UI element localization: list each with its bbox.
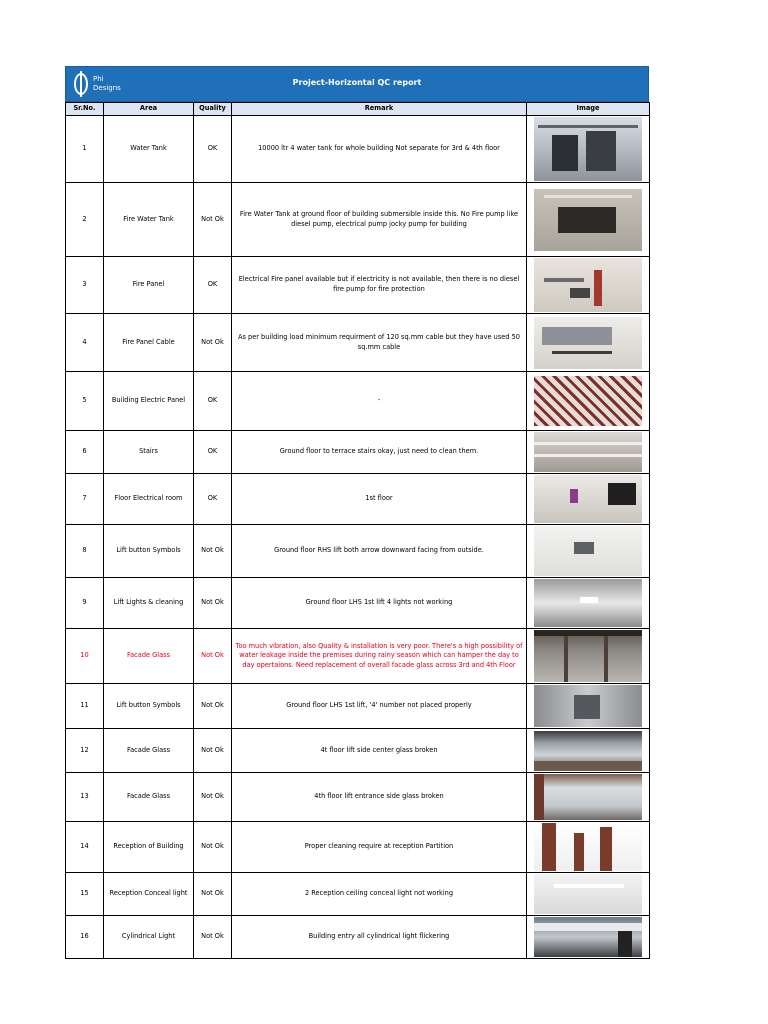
image-cell: [527, 372, 650, 431]
table-row: [66, 525, 650, 578]
area-cell: Lift button Symbols: [104, 525, 194, 578]
image-cell: [527, 873, 650, 916]
remark-cell: 10000 ltr 4 water tank for whole building Not separate for 3rd & 4th floor: [232, 116, 527, 183]
image-cell: [527, 629, 650, 684]
image-cell: [527, 183, 650, 257]
table-row: [66, 822, 650, 873]
sr-cell: 8: [66, 525, 104, 578]
remark-cell: Proper cleaning require at reception Partition: [232, 822, 527, 873]
image-cell: [527, 431, 650, 474]
quality-cell: OK: [194, 431, 232, 474]
remark-cell: Electrical Fire panel available but if electricity is not available, then there is no diesel fire pump for fire protection: [232, 257, 527, 314]
remark-cell: Ground floor LHS 1st lift 4 lights not working: [232, 578, 527, 629]
remark-cell: As per building load minimum requirment of 120 sq.mm cable but they have used 50 sq.mm cable: [232, 314, 527, 372]
area-cell: Fire Panel Cable: [104, 314, 194, 372]
fire-water-tank-photo: [534, 189, 642, 251]
quality-cell: OK: [194, 116, 232, 183]
table-row: [66, 474, 650, 525]
col-header-sr: Sr.No.: [66, 103, 104, 116]
image-cell: [527, 729, 650, 773]
area-cell: Reception of Building: [104, 822, 194, 873]
qc-report-sheet: [65, 66, 649, 959]
fire-panel-photo: [534, 258, 642, 312]
sr-cell: 5: [66, 372, 104, 431]
image-cell: [527, 474, 650, 525]
area-cell: Lift button Symbols: [104, 684, 194, 729]
remark-cell: Too much vibration, also Quality & installation is very poor. There's a high possibility of water leakage inside the premises during rainy season which can hamper the day to day opertaions. Need replacement of overall facade glass across 3rd and 4th Floor: [232, 629, 527, 684]
entrance-glass-photo: [534, 774, 642, 820]
logo-line-2: Designs: [93, 84, 121, 92]
sr-cell: 10: [66, 629, 104, 684]
image-cell: [527, 916, 650, 959]
broken-glass-photo: [534, 731, 642, 771]
remark-cell: 4th floor lift entrance side glass broken: [232, 773, 527, 822]
lift-lights-photo: [534, 579, 642, 627]
quality-cell: Not Ok: [194, 873, 232, 916]
area-cell: Fire Water Tank: [104, 183, 194, 257]
table-row: [66, 578, 650, 629]
image-cell: [527, 257, 650, 314]
table-row: [66, 431, 650, 474]
quality-cell: Not Ok: [194, 629, 232, 684]
quality-cell: Not Ok: [194, 684, 232, 729]
sr-cell: 2: [66, 183, 104, 257]
sr-cell: 6: [66, 431, 104, 474]
remark-cell: 4t floor lift side center glass broken: [232, 729, 527, 773]
table-row: [66, 257, 650, 314]
remark-cell: Ground floor RHS lift both arrow downward facing from outside.: [232, 525, 527, 578]
quality-cell: Not Ok: [194, 822, 232, 873]
area-cell: Reception Conceal light: [104, 873, 194, 916]
sr-cell: 3: [66, 257, 104, 314]
quality-cell: Not Ok: [194, 729, 232, 773]
area-cell: Stairs: [104, 431, 194, 474]
table-row: [66, 314, 650, 372]
sr-cell: 11: [66, 684, 104, 729]
table-row: [66, 116, 650, 183]
table-row: [66, 183, 650, 257]
sr-cell: 16: [66, 916, 104, 959]
image-cell: [527, 822, 650, 873]
stairs-photo: [534, 432, 642, 472]
remark-cell: Ground floor to terrace stairs okay, just need to clean them.: [232, 431, 527, 474]
area-cell: Water Tank: [104, 116, 194, 183]
reception-partition-photo: [534, 823, 642, 871]
qc-table: [65, 102, 650, 959]
quality-cell: Not Ok: [194, 916, 232, 959]
quality-cell: OK: [194, 257, 232, 314]
table-row: [66, 773, 650, 822]
area-cell: Building Electric Panel: [104, 372, 194, 431]
cylindrical-light-photo: [534, 917, 642, 957]
sr-cell: 1: [66, 116, 104, 183]
remark-cell: Fire Water Tank at ground floor of building submersible inside this. No Fire pump like diesel pump, electrical pump jocky pump for building: [232, 183, 527, 257]
report-header: [65, 66, 649, 102]
table-row: [66, 873, 650, 916]
electric-panel-photo: [534, 376, 642, 426]
quality-cell: Not Ok: [194, 773, 232, 822]
image-cell: [527, 116, 650, 183]
water-tank-photo: [534, 117, 642, 181]
fire-panel-cable-photo: [534, 317, 642, 369]
sr-cell: 7: [66, 474, 104, 525]
remark-cell: 2 Reception ceiling conceal light not working: [232, 873, 527, 916]
lift-panel-photo: [534, 685, 642, 727]
quality-cell: Not Ok: [194, 525, 232, 578]
image-cell: [527, 578, 650, 629]
remark-cell: Ground floor LHS 1st lift, '4' number not placed properly: [232, 684, 527, 729]
remark-cell: Building entry all cylindrical light flickering: [232, 916, 527, 959]
area-cell: Facade Glass: [104, 729, 194, 773]
quality-cell: Not Ok: [194, 183, 232, 257]
sr-cell: 13: [66, 773, 104, 822]
conceal-light-photo: [534, 874, 642, 914]
quality-cell: OK: [194, 474, 232, 525]
sr-cell: 14: [66, 822, 104, 873]
image-cell: [527, 525, 650, 578]
image-cell: [527, 314, 650, 372]
table-row: [66, 372, 650, 431]
col-header-area: Area: [104, 103, 194, 116]
quality-cell: Not Ok: [194, 314, 232, 372]
col-header-image: Image: [527, 103, 650, 116]
report-title: Project-Horizontal QC report: [292, 78, 422, 87]
col-header-quality: Quality: [194, 103, 232, 116]
sr-cell: 9: [66, 578, 104, 629]
area-cell: Facade Glass: [104, 629, 194, 684]
table-row: [66, 629, 650, 684]
sr-cell: 4: [66, 314, 104, 372]
facade-glass-photo: [534, 630, 642, 682]
electrical-room-photo: [534, 475, 642, 523]
area-cell: Floor Electrical room: [104, 474, 194, 525]
area-cell: Fire Panel: [104, 257, 194, 314]
col-header-remark: Remark: [232, 103, 527, 116]
lift-button-photo: [534, 526, 642, 576]
area-cell: Cylindrical Light: [104, 916, 194, 959]
remark-cell: 1st floor: [232, 474, 527, 525]
table-row: [66, 684, 650, 729]
area-cell: Lift Lights & cleaning: [104, 578, 194, 629]
sr-cell: 15: [66, 873, 104, 916]
image-cell: [527, 773, 650, 822]
area-cell: Facade Glass: [104, 773, 194, 822]
remark-cell: -: [232, 372, 527, 431]
logo-line-1: Phi: [93, 75, 104, 83]
table-row: [66, 729, 650, 773]
sr-cell: 12: [66, 729, 104, 773]
table-row: [66, 916, 650, 959]
image-cell: [527, 684, 650, 729]
quality-cell: OK: [194, 372, 232, 431]
quality-cell: Not Ok: [194, 578, 232, 629]
column-header-row: [66, 103, 650, 116]
